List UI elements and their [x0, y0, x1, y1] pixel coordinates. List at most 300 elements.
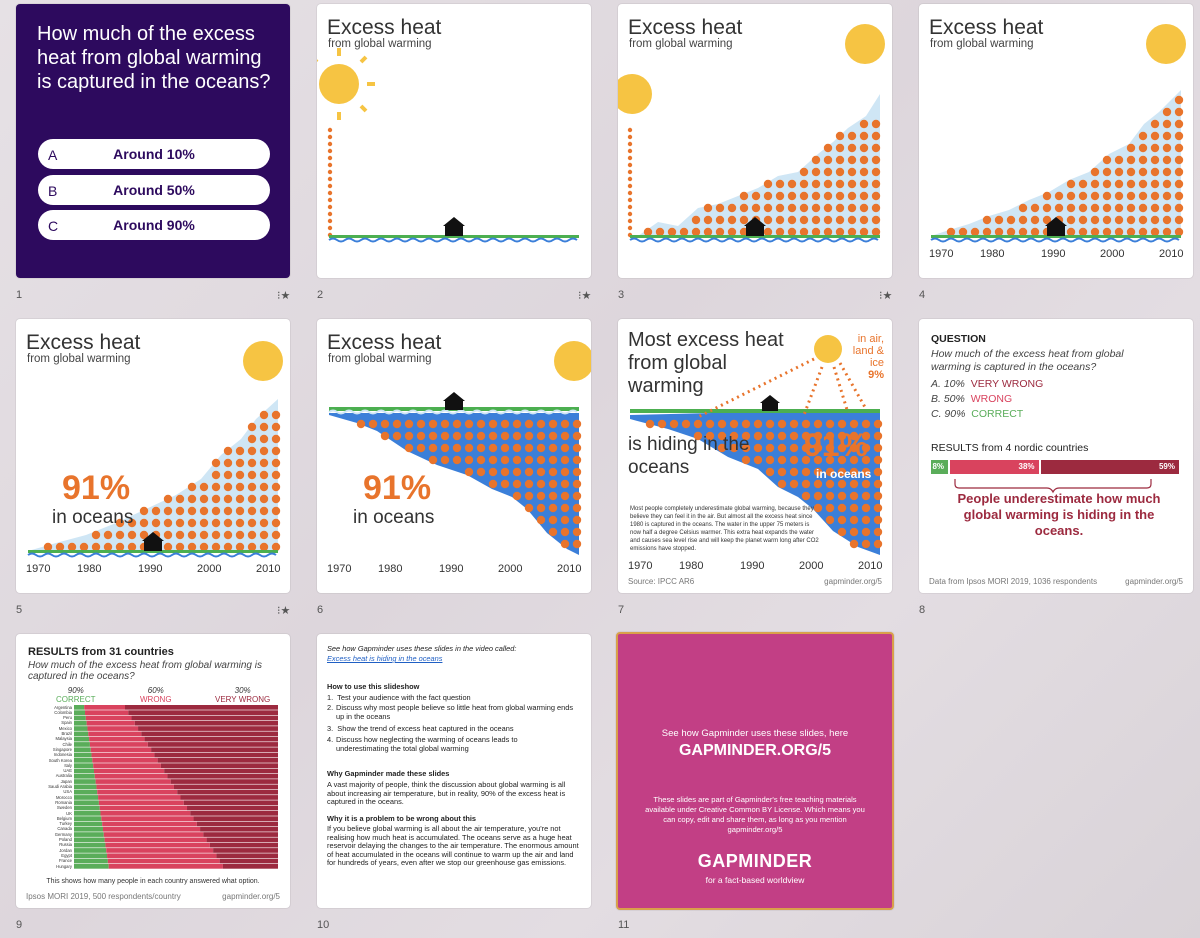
heat-dot — [1151, 216, 1159, 224]
heat-dot — [248, 507, 256, 515]
heat-dot — [802, 480, 810, 488]
country-bar-segment — [98, 795, 180, 800]
heat-dot — [549, 504, 557, 512]
heat-dot — [116, 543, 124, 551]
answer-verdict: VERY WRONG — [970, 378, 1044, 390]
problem-header: Why it is a problem to be wrong about this — [327, 814, 477, 823]
heat-dot — [824, 180, 832, 188]
heat-dot — [838, 516, 846, 524]
heat-dot — [872, 132, 880, 140]
heat-dot — [1115, 204, 1123, 212]
heat-dot — [628, 142, 632, 146]
heat-dot — [501, 420, 509, 428]
heat-dot — [874, 444, 882, 452]
heat-dot — [764, 204, 772, 212]
heat-dot — [537, 480, 545, 488]
source-text: Data from Ipsos MORI 2019, 1036 respondents — [929, 577, 1098, 586]
heat-dot — [1079, 216, 1087, 224]
answer-verdict: WRONG — [970, 393, 1013, 405]
chart-note: This shows how many people in each country answered what option. — [46, 878, 260, 885]
country-bar-segment — [74, 838, 105, 843]
sun-icon — [317, 48, 375, 120]
country-bar-segment — [167, 774, 278, 779]
heat-dot — [860, 132, 868, 140]
heat-dot — [188, 531, 196, 539]
country-bar-segment — [74, 827, 103, 832]
heat-dot — [1091, 180, 1099, 188]
heat-dot — [1103, 180, 1111, 188]
heat-dot — [862, 504, 870, 512]
star-icon[interactable]: ⁝★ — [277, 605, 291, 617]
step-4: 4. Discuss how neglecting the warming of oceans leads to underestimating the total global warming — [327, 736, 567, 753]
heat-dot — [381, 420, 389, 428]
heat-dot — [441, 444, 449, 452]
heat-dot — [628, 191, 632, 195]
slide-title: Excess heat — [929, 16, 1044, 39]
country-bar-segment — [74, 705, 84, 710]
source-text: Ipsos MORI 2019, 500 respondents/country — [26, 892, 181, 901]
heat-dot — [800, 228, 808, 236]
country-bar-segment — [161, 763, 278, 768]
heat-dot — [525, 468, 533, 476]
heat-dot — [1163, 120, 1171, 128]
heat-dot — [248, 447, 256, 455]
heat-dot — [328, 142, 332, 146]
heat-dot — [525, 456, 533, 464]
country-bar-segment — [74, 806, 100, 811]
conclusion-text: People underestimate how much global warming is hiding in the oceans. — [957, 491, 1161, 538]
explanation-paragraph: Most people completely underestimate global warming, because they believe they can feel it in the air. But almost all the excess heat since 1980 is captured in the oceans. The water in the upper 75 meters is now half a degree Celsius warmer. This extra heat expands the water and causes sea level rise and will keep the planet warm long after CO2 emissions have stopped. — [630, 506, 819, 552]
country-bar-segment — [74, 822, 102, 827]
country-bar-segment — [135, 721, 278, 726]
heat-dot — [1139, 192, 1147, 200]
column-pct: 60% — [147, 686, 164, 695]
slide-11-thumbnail[interactable] — [616, 632, 894, 910]
country-label: Russia — [59, 842, 72, 848]
air-label-text: in air, land & ice — [852, 333, 884, 369]
answer-a — [931, 378, 1043, 390]
question-text: How much of the excess heat from global warming is captured in the oceans? — [37, 23, 271, 93]
country-bar-segment — [84, 705, 125, 710]
slide-9-thumbnail[interactable] — [16, 634, 290, 908]
howto-header: How to use this slideshow — [327, 682, 420, 691]
heat-dot — [489, 480, 497, 488]
heat-dot — [176, 507, 184, 515]
heat-dot — [848, 144, 856, 152]
heat-dot — [1103, 168, 1111, 176]
heat-dot — [549, 492, 557, 500]
axis-label: 1990 — [439, 563, 464, 575]
source-link[interactable]: gapminder.org/5 — [1125, 577, 1183, 586]
heat-dot — [838, 528, 846, 536]
country-bar-segment — [87, 726, 138, 731]
country-label: Brazil — [61, 731, 72, 736]
heat-dot — [776, 216, 784, 224]
heat-dot — [1103, 228, 1111, 236]
country-label: Sweden — [56, 805, 72, 811]
heat-dot — [417, 444, 425, 452]
slide-5-thumbnail[interactable] — [16, 319, 290, 593]
heat-dot — [836, 168, 844, 176]
heat-dot — [812, 204, 820, 212]
heat-dot — [453, 444, 461, 452]
heat-dot — [1151, 168, 1159, 176]
heat-dot — [872, 204, 880, 212]
heat-dot — [260, 483, 268, 491]
heat-dot — [212, 483, 220, 491]
slide-8-thumbnail[interactable] — [919, 319, 1193, 593]
heat-dot — [224, 471, 232, 479]
heat-dot — [248, 423, 256, 431]
slide-subtitle: from global warming — [328, 38, 432, 50]
slide-number: 8 — [919, 604, 926, 616]
country-bar-segment — [148, 742, 278, 747]
option-a[interactable] — [38, 139, 270, 169]
heat-dot — [328, 163, 332, 167]
heat-dot — [1079, 180, 1087, 188]
heat-dot — [872, 144, 880, 152]
heat-dot — [140, 519, 148, 527]
heat-dot — [995, 216, 1003, 224]
tagline: for a fact-based worldview — [705, 875, 805, 885]
country-bar-segment — [94, 769, 164, 774]
heat-dot — [525, 432, 533, 440]
in-oceans-label: in oceans — [816, 467, 872, 481]
heat-dot — [1127, 144, 1135, 152]
heat-dot — [1043, 204, 1051, 212]
country-bar-segment — [132, 716, 278, 721]
heat-dot — [260, 435, 268, 443]
heat-dot — [393, 420, 401, 428]
source-text: Source: IPCC AR6 — [628, 577, 695, 586]
country-bar-segment — [74, 785, 96, 790]
heat-dot — [790, 468, 798, 476]
answer-text: C. 90% — [931, 408, 966, 420]
option-c[interactable] — [38, 210, 270, 240]
heat-dot — [561, 456, 569, 464]
heat-dot — [1151, 144, 1159, 152]
heat-dot — [501, 456, 509, 464]
heat-dot — [836, 228, 844, 236]
column-pct: 90% — [67, 686, 84, 695]
heat-dot — [692, 228, 700, 236]
heat-dot — [692, 216, 700, 224]
heat-dot — [1163, 156, 1171, 164]
option-b[interactable] — [38, 175, 270, 205]
slide-subtitle: from global warming — [629, 38, 733, 50]
heat-dot — [874, 480, 882, 488]
heat-dot — [537, 504, 545, 512]
heat-dot — [188, 483, 196, 491]
heat-dot — [728, 228, 736, 236]
heat-dot — [874, 540, 882, 548]
heat-dot — [92, 543, 100, 551]
heat-dot — [790, 432, 798, 440]
heat-dot — [549, 432, 557, 440]
slide-number: 2 — [317, 289, 324, 301]
country-bar-segment — [74, 737, 89, 742]
country-bar-segment — [74, 843, 105, 848]
country-bar-segment — [207, 838, 278, 843]
heat-dot — [983, 216, 991, 224]
slide-4-thumbnail[interactable] — [919, 4, 1193, 278]
heat-dot — [465, 432, 473, 440]
heat-dot — [959, 228, 967, 236]
heat-dot — [1127, 204, 1135, 212]
heat-dot — [272, 435, 280, 443]
heat-dot — [1007, 216, 1015, 224]
results-bar-segment — [950, 460, 1040, 474]
step-1: 1. Test your audience with the fact question — [327, 693, 471, 702]
see-text: See how Gapminder uses these slides, here — [661, 728, 849, 739]
heat-dot — [706, 420, 714, 428]
heat-dot — [549, 468, 557, 476]
slide-2-thumbnail[interactable] — [317, 4, 591, 278]
country-bar-segment — [216, 853, 278, 858]
heat-dot — [328, 149, 332, 153]
heat-dot — [477, 468, 485, 476]
heat-dot — [872, 120, 880, 128]
heat-dot — [778, 468, 786, 476]
heat-dot — [848, 192, 856, 200]
heat-dot — [465, 468, 473, 476]
star-icon[interactable]: ⁝★ — [879, 290, 893, 302]
heat-dot — [1103, 216, 1111, 224]
heat-dot — [862, 528, 870, 536]
heat-dot — [1103, 156, 1111, 164]
country-label: Argentina — [54, 704, 72, 710]
heat-dot — [573, 504, 581, 512]
heat-dot — [874, 516, 882, 524]
heat-dot — [1163, 144, 1171, 152]
gapminder-logo: GAPMINDER — [697, 851, 813, 871]
heat-dot — [236, 531, 244, 539]
slide-number: 10 — [317, 919, 330, 931]
heat-dot — [272, 519, 280, 527]
heat-dot — [328, 156, 332, 160]
heat-dot — [826, 492, 834, 500]
heat-dot — [1175, 156, 1183, 164]
country-label: Singapore — [52, 746, 72, 752]
heat-dot — [128, 531, 136, 539]
star-icon[interactable]: ⁝★ — [578, 290, 592, 302]
slide-number: 1 — [16, 289, 23, 301]
heat-dot — [1055, 204, 1063, 212]
heat-dot — [860, 204, 868, 212]
country-bar-segment — [184, 800, 278, 805]
video-link[interactable]: Excess heat is hiding in the oceans — [327, 654, 443, 663]
slide-10-thumbnail[interactable] — [317, 634, 591, 908]
heat-dot — [848, 168, 856, 176]
heat-dot — [1151, 132, 1159, 140]
results-header: RESULTS from 31 countries — [28, 646, 174, 658]
country-bar-segment — [164, 769, 278, 774]
heat-dot — [628, 212, 632, 216]
heat-dot — [628, 226, 632, 230]
country-bar-segment — [93, 763, 161, 768]
heat-dot — [718, 420, 726, 428]
axis-label: 2010 — [557, 563, 582, 575]
heat-dot — [1115, 156, 1123, 164]
step-text: Test your audience with the fact question — [337, 693, 471, 702]
heat-dot — [850, 528, 858, 536]
heat-dot — [790, 420, 798, 428]
heat-dot — [874, 492, 882, 500]
heat-dot — [224, 447, 232, 455]
heat-dot — [328, 219, 332, 223]
heat-dot — [561, 540, 569, 548]
axis-label: 1970 — [327, 563, 352, 575]
heat-dot — [212, 459, 220, 467]
country-label: Romania — [55, 799, 72, 805]
axis-label: 2000 — [197, 563, 222, 575]
heat-dot — [212, 471, 220, 479]
heat-dot — [1175, 144, 1183, 152]
heat-dot — [838, 492, 846, 500]
heat-dot — [778, 456, 786, 464]
heat-dot — [573, 516, 581, 524]
slide-number: 5 — [16, 604, 23, 616]
heat-dot — [260, 507, 268, 515]
gapminder-url[interactable]: GAPMINDER.ORG/5 — [678, 742, 831, 759]
country-label: Egypt — [61, 852, 72, 858]
heat-dot — [1127, 216, 1135, 224]
heat-dot — [537, 468, 545, 476]
heat-dot — [465, 420, 473, 428]
heat-dot — [1151, 228, 1159, 236]
axis-label: 1970 — [628, 560, 653, 572]
heat-dot — [573, 432, 581, 440]
slide-3-thumbnail[interactable] — [618, 4, 892, 278]
heat-dot — [1127, 156, 1135, 164]
heat-dot — [328, 170, 332, 174]
country-bar-segment — [158, 758, 278, 763]
heat-dot — [947, 228, 955, 236]
country-label: Colombia — [54, 709, 72, 715]
heat-dot — [766, 420, 774, 428]
heat-dot — [848, 228, 856, 236]
heat-dot — [328, 198, 332, 202]
heat-dot — [872, 216, 880, 224]
heat-dot — [164, 531, 172, 539]
heat-dot — [176, 543, 184, 551]
heat-dot — [1175, 216, 1183, 224]
heat-dot — [836, 180, 844, 188]
heat-dot — [800, 216, 808, 224]
heat-dot — [1139, 144, 1147, 152]
heat-dot — [862, 540, 870, 548]
country-bar-segment — [151, 747, 278, 752]
star-icon[interactable]: ⁝★ — [277, 290, 291, 302]
heat-dot — [704, 204, 712, 212]
heat-dot — [730, 420, 738, 428]
heat-dot — [628, 156, 632, 160]
country-bar-segment — [102, 822, 197, 827]
option-text: Around 90% — [113, 217, 195, 233]
heat-dot — [872, 180, 880, 188]
axis-label: 2000 — [1100, 248, 1125, 260]
heat-dot — [357, 420, 365, 428]
heat-dot — [1103, 192, 1111, 200]
heat-dot — [872, 168, 880, 176]
country-bar-segment — [200, 827, 278, 832]
heat-dot — [704, 228, 712, 236]
heat-dot — [860, 192, 868, 200]
heat-dot — [1175, 180, 1183, 188]
question-header: QUESTION — [931, 333, 986, 345]
country-bar-segment — [91, 747, 151, 752]
heat-dot — [537, 432, 545, 440]
heat-dot — [848, 132, 856, 140]
option-text: Around 10% — [113, 146, 195, 162]
country-bar-segment — [194, 816, 278, 821]
heat-dot — [788, 180, 796, 188]
heat-dot — [188, 519, 196, 527]
heat-dot — [848, 156, 856, 164]
heat-dot — [152, 507, 160, 515]
source-link[interactable]: gapminder.org/5 — [222, 892, 280, 901]
heat-dot — [836, 144, 844, 152]
heat-dot — [236, 447, 244, 455]
hiding-label: is hiding in the oceans — [628, 434, 750, 478]
heat-dot — [200, 507, 208, 515]
slide-6-thumbnail[interactable] — [317, 319, 591, 593]
slide-7-thumbnail[interactable] — [618, 319, 892, 593]
heat-dot — [1091, 192, 1099, 200]
country-bar-segment — [180, 795, 278, 800]
heat-dot — [1091, 228, 1099, 236]
heat-dot — [224, 519, 232, 527]
heat-dot — [1151, 180, 1159, 188]
heat-dot — [838, 504, 846, 512]
heat-dot — [561, 444, 569, 452]
heat-dot — [874, 468, 882, 476]
heat-dot — [549, 456, 557, 464]
heat-dot — [1127, 192, 1135, 200]
country-bar-segment — [74, 769, 94, 774]
source-link[interactable]: gapminder.org/5 — [824, 577, 882, 586]
heat-dot — [272, 507, 280, 515]
heat-dot — [1151, 156, 1159, 164]
heat-dot — [80, 543, 88, 551]
heat-dot — [1115, 216, 1123, 224]
heat-dot — [573, 492, 581, 500]
heat-dot — [417, 420, 425, 428]
heat-dot — [716, 228, 724, 236]
heat-dot — [800, 180, 808, 188]
step-text: Discuss why most people believe so little heat from global warming ends up in the oceans — [336, 703, 574, 721]
heat-dot — [778, 444, 786, 452]
country-bar-segment — [197, 822, 278, 827]
heat-dot — [658, 420, 666, 428]
heat-dot — [248, 483, 256, 491]
heat-dot — [224, 459, 232, 467]
country-bar-segment — [92, 753, 155, 758]
heat-dot — [561, 492, 569, 500]
slide-number: 4 — [919, 289, 926, 301]
sun-icon — [1146, 24, 1186, 64]
heat-dot — [477, 444, 485, 452]
question-text: How much of the excess heat from global warming is captured in the oceans? — [28, 660, 262, 682]
country-bar-segment — [74, 763, 93, 768]
heat-dot — [549, 420, 557, 428]
heat-dot — [44, 543, 52, 551]
country-bar-segment — [74, 853, 107, 858]
slide-1-thumbnail[interactable] — [16, 4, 290, 278]
country-bar-segment — [138, 726, 278, 731]
country-label: UAE — [63, 768, 72, 774]
heat-dot — [176, 495, 184, 503]
